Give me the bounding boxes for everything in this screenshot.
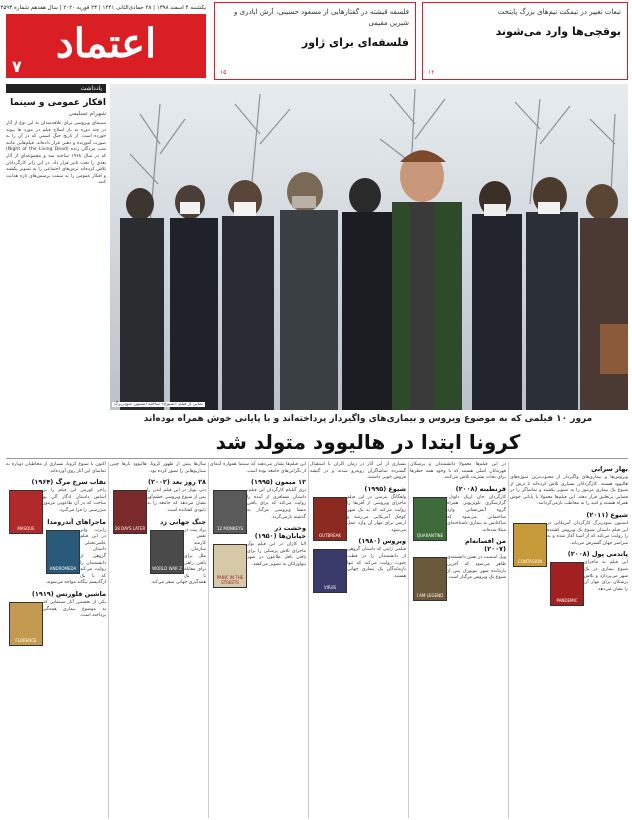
film-title: شیوع (۲۰۱۱) (586, 510, 628, 519)
column-divider (508, 462, 509, 818)
masthead (2, 0, 632, 82)
page-number: ۷ (12, 57, 22, 76)
article-column-5 (110, 462, 206, 818)
film-poster-image (9, 602, 43, 646)
lead-kicker: مرور ۱۰ فیلمی که به موضوع ویروس و بیماری‌های واگیردار پرداخته‌اند و با پایانی خوش همراه بوده‌اند (143, 414, 593, 424)
film-description: ولفگانگ پترسن در این فیلم ماجرای ویروسی از آفریقا را روایت می‌کند که به یک شهر کوچک آمریکایی می‌رسد و ارتش برای مهار آن وارد عمل می‌شود. (347, 494, 406, 533)
film-title: نقاب سرخ مرگ (۱۹۶۴) (31, 478, 106, 487)
teaser-sports[interactable] (422, 2, 628, 80)
film-title: ویروس (۱۹۸۰) (358, 537, 406, 546)
teaser-headline: بوقچی‌ها وارد می‌شوند (495, 25, 621, 38)
film-title: ۱۲ میمون (۱۹۹۵) (251, 478, 306, 487)
poster-title: PANIC IN THE STREETS (216, 575, 244, 586)
film-poster-image (46, 530, 80, 574)
poster-title: I AM LEGEND (416, 593, 444, 599)
film-description: کارگردان جان اریک داودل. گزارشگری تلویزیونی همراه گروه آتش‌نشانی وارد ساختمانی می‌شود که ساکنانش به بیماری ناشناخته‌ای مبتلا شده‌اند. (447, 494, 506, 533)
film-description: فیلمی ژاپنی که داستان گروهی از دانشمندان را در قطب جنوب روایت می‌کند که تنها بازماندگان یک بیماری جهانی هستند. (347, 547, 406, 579)
poster-title: PANDEMIC (556, 598, 578, 604)
poster-title: QUARANTINE (416, 532, 444, 538)
film-description: راجر کورمن این فیلم را بر اساس داستان ادگار آلن پو ساخت که در آن طاعونی مرموز سرزمینی را فرا می‌گیرد. (43, 488, 106, 513)
film-poster-image (313, 549, 347, 593)
column-divider (108, 462, 109, 818)
film-poster-image (513, 523, 547, 567)
article-column-4 (210, 462, 306, 818)
film-description: تری گیلیام کارگردان این فیلم، داستان مسافری از آینده را روایت می‌کند که برای یافتن منشا ویروسی مرگبار به گذشته بازمی‌گردد. (247, 488, 306, 520)
film-description: این فیلم به ماجرای شیوع بیماری در یک شهر می‌پردازد و تلاش پزشکان برای مهار آن را نشان می‌دهد. (584, 560, 628, 592)
article-text: در این فیلم‌ها معمولا دانشمندان و پزشکان قهرمانان اصلی هستند که با وجود همه خطرها برای نجات بشریت تلاش می‌کنند. (410, 462, 506, 481)
photo-caption: نمایی از فیلم «شیوع» ساخته استیون سودربرگ (114, 402, 203, 407)
poster-title: WORLD WAR Z (152, 565, 182, 571)
teaser-page-number: ۱۲ (428, 69, 435, 76)
film-entry[interactable] (310, 484, 406, 538)
logo-text: اعتماد (55, 20, 157, 67)
poster-title: 12 MONKEYS (216, 526, 244, 532)
film-description: استیون سودربرگ کارگردان آمریکایی در این فیلم داستان شیوع یک ویروس کشنده را روایت می‌کند که از آسیا آغاز شده و به سراسر جهان گسترش می‌یابد. (547, 520, 628, 546)
film-poster-image (313, 497, 347, 541)
film-entry[interactable] (410, 484, 506, 538)
film-poster-image (150, 530, 184, 574)
article-column-1 (510, 462, 628, 818)
article-column-2 (410, 462, 506, 818)
film-title: من افسانه‌ام (۲۰۰۷) (464, 537, 506, 554)
article-text: سال‌ها پیش از ظهور کرونا، هالیوود بارها چنین سناریوهایی را تصور کرده بود. (110, 462, 206, 474)
poster-title: MASQUE (17, 526, 35, 532)
article-text: بسیاری از این آثار در زمان اکران با استقبال گسترده تماشاگران روبه‌رو شدند و در گیشه فروش خوبی داشتند. (310, 462, 406, 481)
film-title: شیوع (۱۹۹۵) (364, 484, 406, 493)
poster-title: 28 DAYS LATER (114, 526, 146, 532)
lead-photo[interactable] (110, 84, 628, 410)
film-entry[interactable] (410, 537, 506, 599)
film-description: الیا کازان در این فیلم نوآر ماجرای تلاش پزشکی را برای یافتن ناقل طاعون در شهر نیواورلئان به تصویر می‌کشد. (247, 542, 306, 567)
film-description: براد پیت در نقش کارمند سازمان ملل برای یافتن راهی برای مقابله با یک همه‌گیری جهانی سفر می‌کند. (150, 527, 206, 586)
teaser-kicker: فلسفه قیشته در گفتارهایی از مسعود حسینی، آرش ابادری و شیرین مقیمی (234, 8, 409, 27)
film-poster-image (213, 544, 247, 588)
opinion-column (6, 84, 106, 410)
film-description: یکی از نخستین آثار سینمایی که به موضوع بیماری همه‌گیر پرداخته است. (43, 599, 106, 619)
poster-title: FLORENCE (15, 637, 37, 643)
film-entry[interactable] (210, 478, 306, 532)
film-title: جنگ جهانی زد (159, 517, 206, 526)
film-entry[interactable] (6, 589, 106, 643)
divider (6, 458, 628, 459)
column-title[interactable]: افکار عمومی و سینما (10, 98, 106, 108)
film-description: دنی بویل در این فیلم لندن را پس از شیوع ویروسی خشم‌آور نشان می‌دهد که جامعه را به نابودی کشانده است. (147, 488, 206, 513)
film-poster-image (213, 490, 247, 534)
film-title: ماجراهای آندرومدا (47, 517, 106, 526)
poster-title: CONTAGION (517, 558, 543, 564)
film-poster-image (113, 490, 147, 534)
column-author: شهرام تسلیمی (68, 110, 106, 117)
film-title: ۲۸ روز بعد (۲۰۰۲) (148, 478, 206, 487)
film-poster-image (413, 497, 447, 541)
film-title: وحشت در خیابان‌ها (۱۹۵۰) (254, 524, 306, 541)
film-description: رابرت وایز در این فیلم علمی‌تخیلی داستان گروهی از دانشمندان را روایت می‌کند که با یک ارگانیسم بیگانه مواجه می‌شوند. (45, 527, 106, 586)
column-divider (408, 462, 409, 818)
article-text: اکنون با شیوع کرونا، بسیاری از مخاطبان دوباره به تماشای این آثار روی آورده‌اند. (6, 462, 106, 474)
film-poster-image (550, 562, 584, 606)
film-description: ویل اسمیت در نقش دانشمندی ظاهر می‌شود که آخرین بازمانده شهر نیویورک پس از شیوع یک ویروس مرگبار است. (447, 555, 506, 581)
column-tag: یادداشت (6, 84, 106, 93)
issue-date-line: یکشنبه ۴ اسفند ۱۳۹۸ | ۲۸ جمادی‌الثانی ۱۴۴۱ | ۲۳ فوریه ۲۰۲۰ | سال هفدهم شماره ۴۵۹۳ (0, 5, 206, 11)
article-text: این فیلم‌ها نشان می‌دهند که سینما همواره آینه‌ای از نگرانی‌های جامعه بوده است. (210, 462, 306, 474)
article-author: بهار سرابی (591, 465, 628, 473)
film-title: ماشین فلورنس (۱۹۱۹) (31, 589, 106, 598)
teaser-philosophy[interactable] (214, 2, 416, 80)
article-column-6 (6, 462, 106, 818)
teaser-kicker: تبعات تغییر در تیمکت تیم‌های بزرگ پایتخت (497, 8, 621, 16)
film-poster-image (413, 557, 447, 601)
film-poster-image (9, 490, 43, 534)
poster-title: ANDROMEDA (49, 565, 77, 571)
film-entry[interactable] (310, 537, 406, 591)
column-divider (308, 462, 309, 818)
lead-headline[interactable]: کرونا ابتدا در هالیوود متولد شد (215, 430, 521, 454)
film-title: قرنطینه (۲۰۰۸) (455, 484, 506, 493)
poster-title: OUTBREAK (319, 532, 341, 538)
article-body (6, 462, 628, 818)
article-column-3 (310, 462, 406, 818)
teaser-headline: فلسفه‌ای برای ژاور (301, 36, 409, 49)
film-still-crowd-image (110, 84, 628, 410)
film-title: پاندمی پول (۲۰۰۸) (567, 550, 628, 559)
column-divider (208, 462, 209, 818)
column-body: سینمای ویروسی برای علاقه‌مندان به این نوع از آثار در چند دوره به باز اصلاح فیلم در مورد ها پیوند خورده است. از تاریخ جنگ اسمی که در آن را به صورت آموزنده و ذهنی قرار داده‌اند. فیلم‌هایی مانند شب مردگان زنده (Night of the Living Dead) که در سال ۱۹۶۸ ساخته شد و مجموعه‌ای از آثار بعدی را تحت تاثیر قرار داد. در این ژانر کارگردانان تلاش کرده‌اند ترس‌های اجتماعی را به تصویر بکشند و افکار عمومی را به سمت پرسش‌های تازه هدایت کنند. (6, 121, 106, 186)
poster-title: VIRUS (323, 585, 337, 591)
article-text: ویروس‌ها و بیماری‌های واگیردار از محبوب‌ترین سوژه‌های هالیوود هستند. کارگردانان بسیاری تلاش کرده‌اند تا ترس از شیوع یک بیماری مرموز را به تصویر بکشند و تماشاگر را در فضایی پرتعلیق قرار دهند. این فیلم‌ها معمولا با پایانی خوش همراه هستند و امید را به مخاطب بازمی‌گردانند. (510, 475, 628, 507)
newspaper-logo[interactable] (6, 14, 206, 78)
teaser-page-number: ۱۵ (220, 69, 227, 76)
